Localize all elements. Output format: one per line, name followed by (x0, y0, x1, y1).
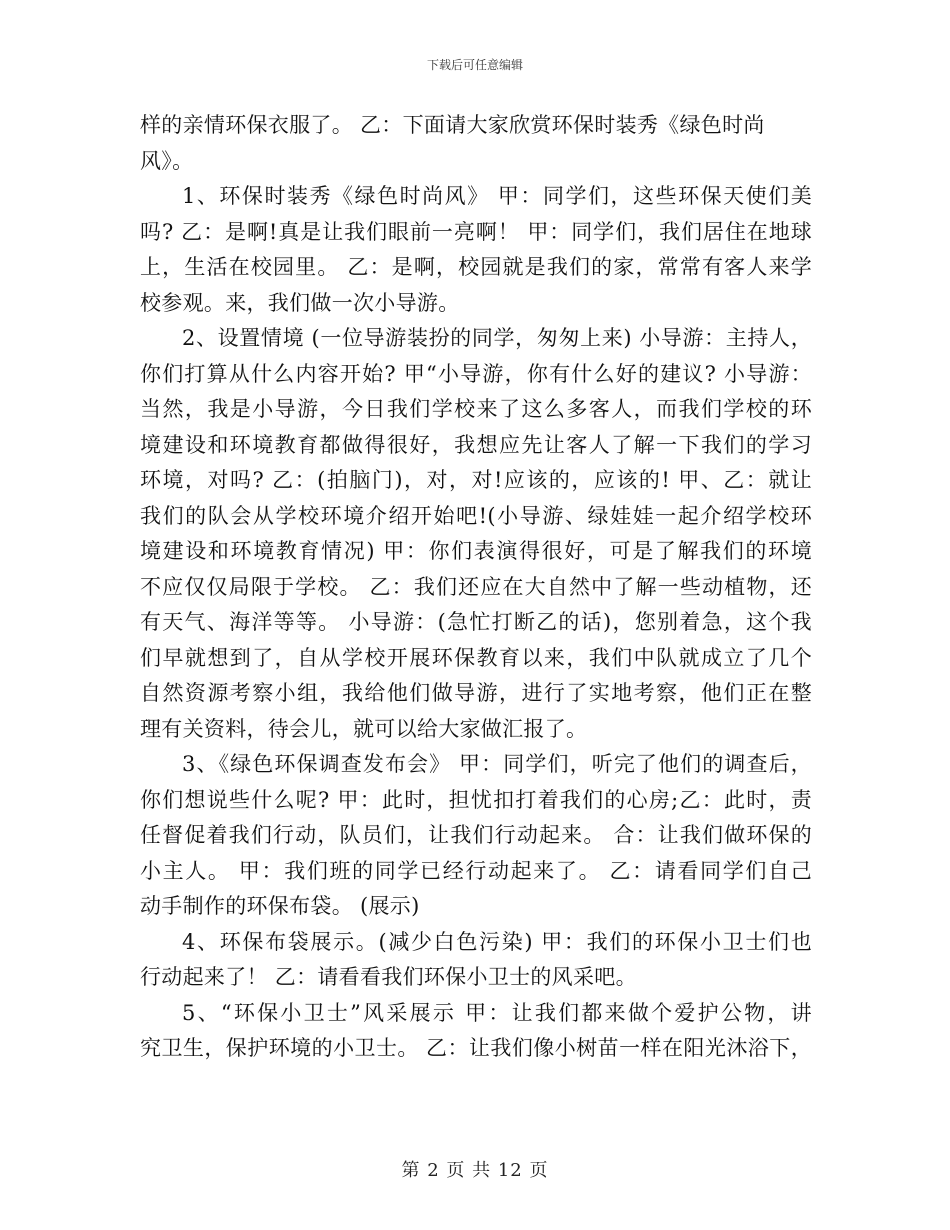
text-line: 境建设和环境教育都做得很好，我想应先让客人了解一下我们的学习 (140, 432, 812, 457)
page-footer: 第 2 页 共 12 页 (401, 1160, 549, 1181)
text-line: 理有关资料，待会儿，就可以给大家做汇报了。 (140, 716, 588, 741)
text-line: 5、“环保小卫士”风采展示 甲：让我们都来做个爱护公物，讲 (182, 1000, 812, 1025)
document-body (140, 108, 812, 1067)
text-line: 风》。 (140, 148, 194, 173)
text-line: 任督促着我们行动，队员们，让我们行动起来。 合：让我们做环保的 (140, 823, 812, 847)
text-line: 3、《绿色环保调查发布会》 甲：同学们，听完了他们的调查后， (182, 752, 812, 776)
text-line: 上，生活在校园里。 乙：是啊，校园就是我们的家，常常有客人来学 (140, 255, 812, 279)
page-header: 下载后可任意编辑 (426, 58, 523, 72)
text-line: 校参观。来，我们做一次小导游。 (140, 290, 460, 315)
text-line: 当然，我是小导游，今日我们学校来了这么多客人，而我们学校的环 (140, 397, 812, 421)
text-line: 动手制作的环保布袋。 (展示) (140, 894, 420, 918)
text-line: 1、环保时装秀《绿色时尚风》 甲：同学们，这些环保天使们美 (182, 184, 812, 208)
text-line: 吗? 乙：是啊!真是让我们眼前一亮啊！ 甲：同学们，我们居住在地球 (140, 219, 812, 244)
text-line: 自然资源考察小组，我给他们做导游，进行了实地考察，他们正在整 (140, 681, 812, 705)
text-line: 你们打算从什么内容开始? 甲“小导游，你有什么好的建议? 小导游： (140, 361, 812, 386)
text-line: 小主人。 甲：我们班的同学已经行动起来了。 乙：请看同学们自己 (140, 858, 812, 883)
text-line: 不应仅仅局限于学校。 乙：我们还应在大自然中了解一些动植物，还 (140, 574, 812, 599)
text-line: 行动起来了！ 乙：请看看我们环保小卫士的风采吧。 (140, 965, 637, 989)
text-line: 4、环保布袋展示。(减少白色污染) 甲：我们的环保小卫士们也 (182, 929, 812, 954)
text-line: 2、设置情境 (一位导游装扮的同学，匆匆上来) 小导游：主持人， (182, 326, 812, 350)
text-line: 境建设和环境教育情况) 甲：你们表演得很好，可是了解我们的环境 (140, 539, 812, 563)
text-line: 你们想说些什么呢? 甲：此时，担忧扣打着我们的心房;乙：此时，责 (140, 787, 812, 812)
text-line: 环境，对吗? 乙：(拍脑门)，对，对!应该的，应该的! 甲、乙：就让 (140, 468, 812, 492)
text-line: 们早就想到了，自从学校开展环保教育以来，我们中队就成立了几个 (140, 645, 812, 670)
text-line: 样的亲情环保衣服了。 乙：下面请大家欣赏环保时装秀《绿色时尚 (140, 113, 765, 137)
text-line: 我们的队会从学校环境介绍开始吧!(小导游、绿娃娃一起介绍学校环 (140, 503, 812, 528)
text-line: 究卫生，保护环境的小卫士。 乙：让我们像小树苗一样在阳光沐浴下， (140, 1036, 812, 1060)
text-line: 有天气、海洋等等。 小导游：(急忙打断乙的话)，您别着急，这个我 (140, 610, 812, 634)
